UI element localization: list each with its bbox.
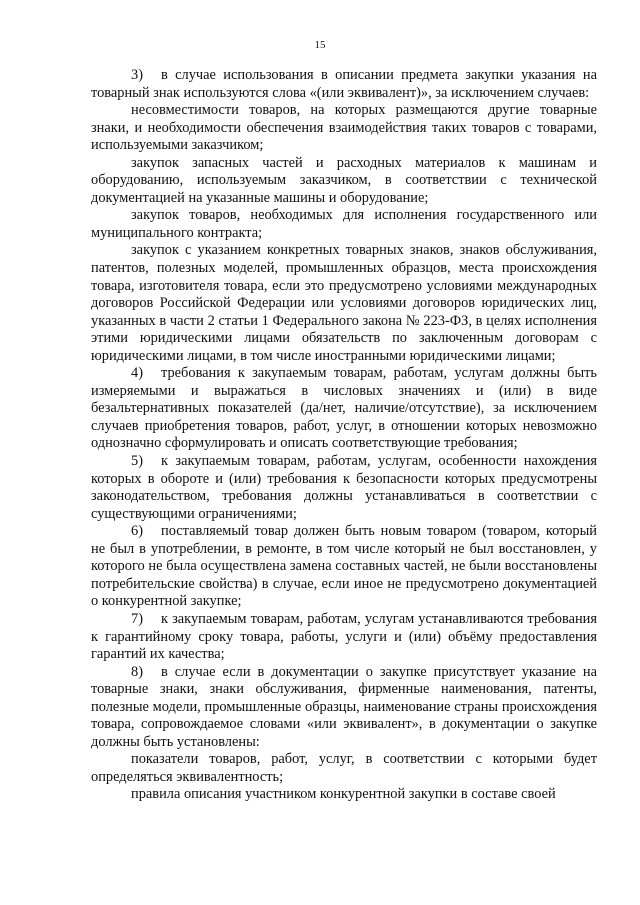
list-item-8 (91, 664, 597, 752)
sub-paragraph: закупок запасных частей и расходных материалов к машинам и оборудованию, используемым заказчиком, в соответствии с технической документацией на указанные машины и оборудование; (91, 154, 597, 206)
sub-paragraph: закупок с указанием конкретных товарных знаков, знаков обслуживания, патентов, полезных моделей, промышленных образцов, места происхождения товара, изготовителя товара, если это предусмотрено условиями международных договоров Российской Федерации или условиями договоров юридических лиц, указанных в части 2 статьи 1 Федерального закона № 223-ФЗ, в целях исполнения этими юридическими лицами обязательств по заключенным договорам с юридическими лицами, в том числе иностранными юридическими лицами; (91, 242, 597, 364)
list-item-number: 7) (131, 610, 143, 627)
list-item-text: к закупаемым товарам, работам, услугам, особенности нахождения которых в обороте и (или) требования к безопасности которых предусмотрены законодательством, требования должны устанавливаться в соответствии с существующими ограничениями; (91, 453, 597, 522)
list-item-7 (91, 611, 597, 664)
sub-paragraph: показатели товаров, работ, услуг, в соответствии с которыми будет определяться эквивалентность; (91, 751, 597, 785)
list-item-3 (91, 67, 597, 102)
list-item-number: 4) (131, 365, 143, 382)
list-item-number: 5) (131, 453, 143, 470)
page-number: 15 (314, 39, 326, 51)
list-item-text: в случае использования в описании предмета закупки указания на товарный знак используются слова «(или эквивалент)», за исключением случаев: (91, 67, 597, 101)
list-item-text: к закупаемым товарам, работам, услугам устанавливаются требования к гарантийному сроку товара, работы, услуги и (или) объёму предоставления гарантий их качества; (91, 610, 597, 663)
list-item-text: в случае если в документации о закупке присутствует указание на товарные знаки, знаки обслуживания, фирменные наименования, патенты, полезные модели, промышленные образцы, наименование страны происхождения товара, сопровождаемое словами «или эквивалент», в документации о закупке должны быть установлены: (91, 663, 597, 750)
list-item-number: 3) (131, 67, 143, 83)
list-item-text: поставляемый товар должен быть новым товаром (товаром, который не был в употреблении, в ремонте, в том числе который не был восстановлен, у которого не была осуществлена замена составных частей, не были восстановлены потребительские свойства) в случае, если иное не предусмотрено документацией о конкурентной закупке; (91, 523, 597, 610)
list-item-4 (91, 365, 597, 453)
list-item-6 (91, 523, 597, 611)
document-body (91, 67, 597, 804)
list-item-text: требования к закупаемым товарам, работам, услугам должны быть измеряемыми и выражаться в числовых значениях и (или) в виде безальтернативных показателей (да/нет, наличие/отсутствие), за исключением случаев приобретения товаров, работ, услуг, в отношении которых невозможно однозначно сформулировать и описать соответствующие требования; (91, 365, 597, 452)
list-item-number: 6) (131, 523, 143, 540)
sub-paragraph: закупок товаров, необходимых для исполнения государственного или муниципального контракта; (91, 207, 597, 241)
list-item-number: 8) (131, 663, 143, 680)
sub-paragraph: правила описания участником конкурентной закупки в составе своей (131, 786, 556, 803)
sub-paragraph: несовместимости товаров, на которых размещаются другие товарные знаки, и необходимости обеспечения взаимодействия таких товаров с товарами, используемыми заказчиком; (91, 102, 597, 154)
list-item-5 (91, 453, 597, 523)
